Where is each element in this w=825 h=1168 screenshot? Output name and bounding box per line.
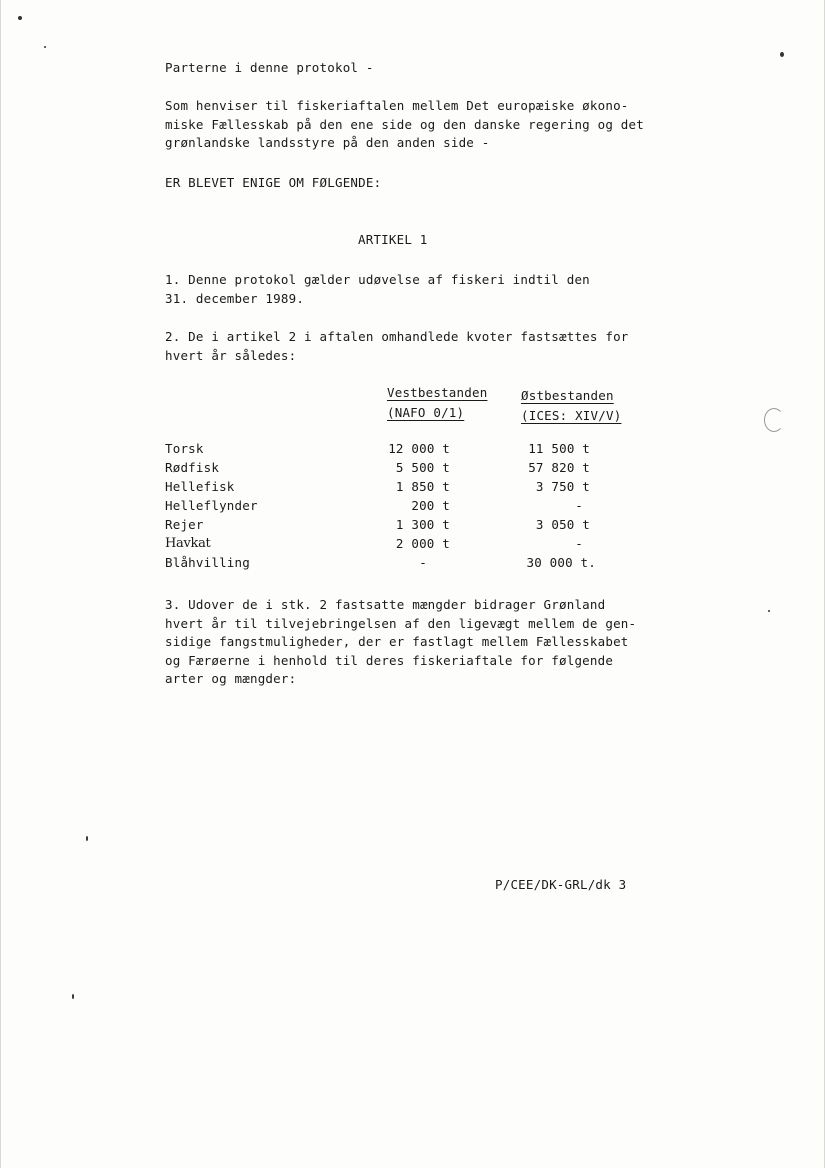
agreement-statement: ER BLEVET ENIGE OM FØLGENDE: [165, 175, 382, 190]
east-quota: 3 050 t [535, 517, 590, 532]
species-name: Hellefisk [165, 479, 235, 494]
scan-mark [764, 408, 784, 432]
table-row [165, 515, 625, 534]
species-name: Blåhvilling [165, 555, 250, 570]
species-name: Helleflynder [165, 498, 258, 513]
paragraph-line: 31. december 1989. [165, 290, 305, 306]
east-stock-header: Østbestanden [521, 388, 614, 403]
east-quota: 30 000 t. [526, 555, 596, 570]
west-quota: 200 t [411, 498, 450, 513]
scan-speck [780, 52, 784, 57]
east-quota: 3 750 t [535, 479, 590, 494]
species-name: Havkat [165, 536, 211, 551]
west-stock-header: Vestbestanden [387, 385, 488, 400]
table-row [165, 477, 625, 496]
paragraph-3 [165, 596, 636, 689]
paragraph-2 [165, 328, 629, 365]
scan-speck [768, 610, 770, 612]
intro-line: grønlandske landsstyre på den anden side - [165, 135, 490, 150]
east-quota: 11 500 t [528, 441, 590, 456]
east-stock-area: (ICES: XIV/V) [521, 408, 622, 423]
table-row [165, 534, 625, 553]
intro-line: Som henviser til fiskeriaftalen mellem Det europæiske økono- [165, 98, 629, 113]
paragraph-line: 3. Udover de i stk. 2 fastsatte mængder bidrager Grønland [165, 597, 606, 612]
paragraph-line: hvert år således: [165, 347, 297, 363]
table-row [165, 439, 625, 458]
table-row [165, 553, 625, 572]
scan-speck [44, 46, 46, 48]
east-quota: 57 820 t [528, 460, 590, 475]
west-quota: - [419, 555, 427, 570]
west-quota: 1 850 t [395, 479, 450, 494]
west-quota: 5 500 t [395, 460, 450, 475]
east-quota: - [575, 498, 583, 513]
east-quota: - [575, 536, 583, 551]
left-scan-edge [0, 0, 1, 1168]
scan-speck [86, 836, 88, 841]
quota-table [165, 385, 635, 580]
document-reference: P/CEE/DK-GRL/dk 3 [495, 877, 627, 892]
scan-speck [18, 16, 22, 20]
document-heading: Parterne i denne protokol - [165, 60, 374, 75]
table-row [165, 458, 625, 477]
paragraph-line: 2. De i artikel 2 i aftalen omhandlede kvoter fastsættes for [165, 329, 629, 344]
scan-speck [72, 994, 74, 999]
intro-paragraph [165, 97, 644, 153]
intro-line: miske Fællesskab på den ene side og den danske regering og det [165, 116, 644, 132]
paragraph-line: hvert år til tilvejebringelsen af den ligevægt mellem de gen- [165, 615, 637, 631]
table-row [165, 496, 625, 515]
west-stock-area: (NAFO 0/1) [387, 405, 465, 420]
species-name: Torsk [165, 441, 204, 456]
west-quota: 2 000 t [395, 536, 450, 551]
paragraph-line: og Færøerne i henhold til deres fiskeriaftale for følgende [165, 652, 614, 668]
paragraph-line: arter og mængder: [165, 671, 297, 686]
article-title: ARTIKEL 1 [358, 232, 428, 247]
west-quota: 12 000 t [388, 441, 450, 456]
species-name: Rejer [165, 517, 204, 532]
paragraph-line: sidige fangstmuligheder, der er fastlagt mellem Fællesskabet [165, 634, 629, 649]
west-quota: 1 300 t [395, 517, 450, 532]
paragraph-line: 1. Denne protokol gælder udøvelse af fiskeri indtil den [165, 272, 590, 287]
species-name: Rødfisk [165, 460, 220, 475]
paragraph-1 [165, 271, 590, 308]
